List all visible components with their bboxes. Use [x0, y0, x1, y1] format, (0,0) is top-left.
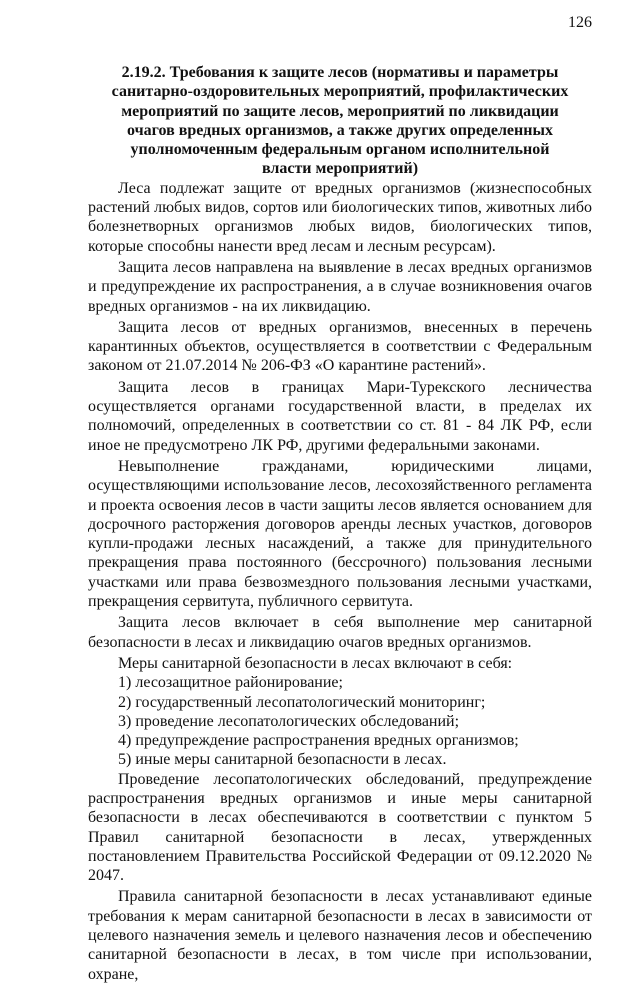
- list-item: 3) проведение лесопатологических обследований;: [118, 712, 460, 730]
- paragraph: Защита лесов от вредных организмов, внесенных в перечень карантинных объектов, осуществляется в соответствии с Федеральным законом от 21.07.2014 № 206-ФЗ «О карантине растений».: [88, 318, 592, 375]
- list-intro: Меры санитарной безопасности в лесах включают в себя:: [118, 654, 513, 672]
- paragraph: Защита лесов в границах Мари-Турекского лесничества осуществляется органами государственной власти, в пределах их полномочий, определенных в соответствии со ст. 81 - 84 ЛК РФ, если иное не предусмотрено ЛК РФ, другими федеральными законами.: [88, 378, 592, 454]
- list-item: 5) иные меры санитарной безопасности в лесах.: [118, 751, 447, 769]
- sanitary-measures-list: [88, 654, 592, 770]
- list-item: 1) лесозащитное районирование;: [118, 674, 343, 692]
- heading-line: 2.19.2. Требования к защите лесов (нормативы и параметры: [121, 64, 559, 81]
- paragraph: Правила санитарной безопасности в лесах устанавливают единые требования к мерам санитарной безопасности в лесах в зависимости от целевого назначения земель и целевого назначения лесов и обеспечению санитарной безопасности в лесах, в том числе при использовании, охране,: [88, 888, 592, 983]
- list-item: 2) государственный лесопатологический мониторинг;: [118, 693, 486, 711]
- paragraph: Леса подлежат защите от вредных организмов (жизнеспособных растений любых видов, сортов или биологических типов, животных либо болезнетворных организмов любых видов, биологических типов, которые способны нанести вред лесам и лесным ресурсам).: [88, 179, 592, 255]
- paragraph: Защита лесов направлена на выявление в лесах вредных организмов и предупреждение их распространения, а в случае возникновения очагов вредных организмов - на их ликвидацию.: [88, 258, 592, 315]
- paragraph: Проведение лесопатологических обследований, предупреждение распространения вредных организмов и иные меры санитарной безопасности в лесах обеспечиваются в соответствии с пунктом 5 Правил санитарной безопасности в лесах, утвержденных постановлением Правительства Российской Федерации от 09.12.2020 № 2047.: [88, 770, 592, 885]
- page-content: [88, 63, 592, 986]
- heading-line: власти мероприятий): [261, 160, 419, 178]
- heading-line: очагов вредных организмов, а также других определенных: [127, 121, 553, 139]
- list-item: 4) предупреждение распространения вредных организмов;: [118, 732, 519, 750]
- page-number: 126: [568, 14, 592, 31]
- paragraph: Защита лесов включает в себя выполнение мер санитарной безопасности в лесах и ликвидацию очагов вредных организмов.: [88, 614, 592, 651]
- paragraph: Невыполнение гражданами, юридическими лицами, осуществляющими использование лесов, лесохозяйственного регламента и проекта освоения лесов в части защиты лесов является основанием для досрочного расторжения договоров аренды лесных участков, договоров купли-продажи лесных насаждений, а также для принудительного прекращения права постоянного (бессрочного) пользования лесными участками или права безвозмездного пользования лесными участками, прекращения сервитута, публичного сервитута.: [88, 457, 592, 611]
- heading-line: мероприятий по защите лесов, мероприятий по ликвидации: [121, 102, 559, 120]
- heading-line: санитарно-оздоровительных мероприятий, профилактических: [111, 83, 569, 101]
- section-heading: [88, 63, 592, 179]
- heading-line: уполномоченным федеральным органом исполнительной: [130, 141, 550, 159]
